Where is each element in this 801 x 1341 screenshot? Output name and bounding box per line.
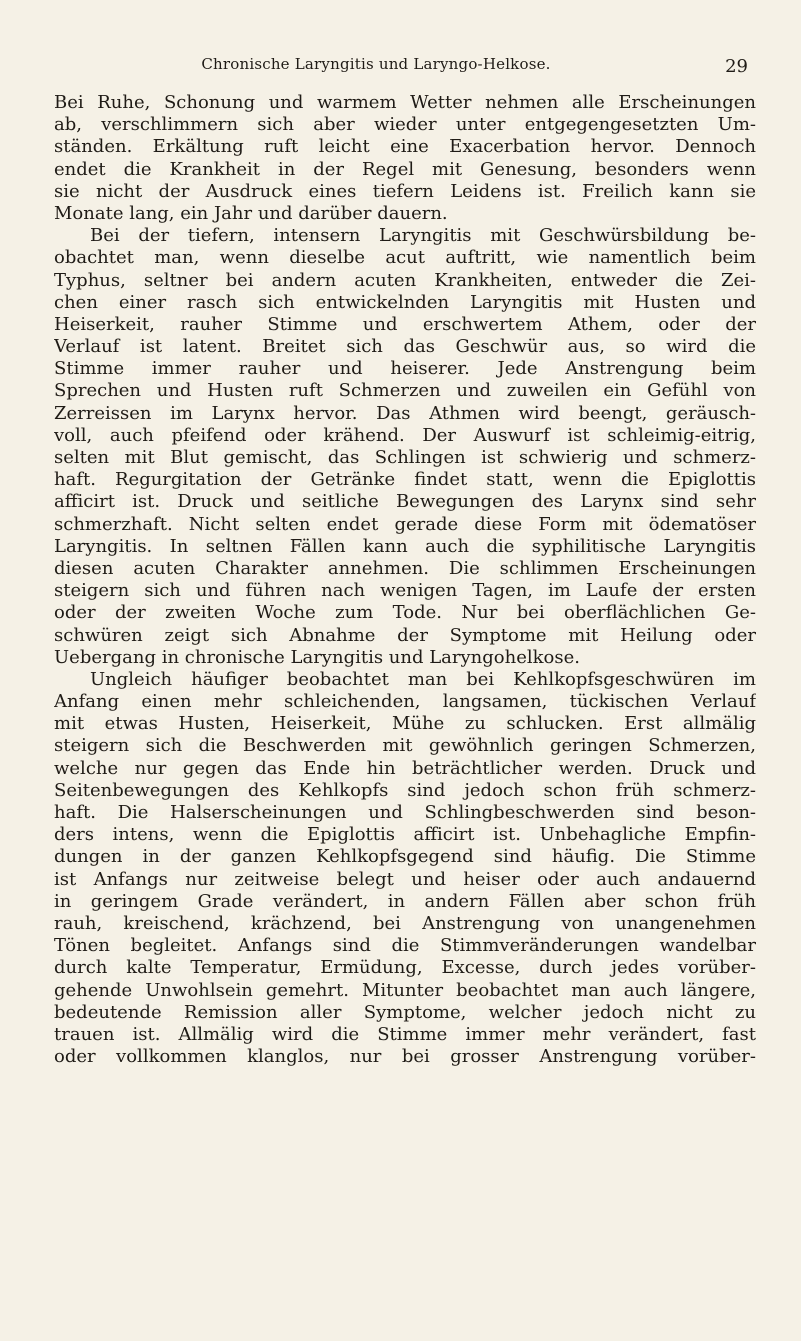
text-line: durch kalte Temperatur, Ermüdung, Excesse, durch jedes vorüber- xyxy=(54,957,756,979)
text-line: in geringem Grade verändert, in andern Fällen aber schon früh xyxy=(54,890,756,912)
text-line: steigern sich und führen nach wenigen Tagen, im Laufe der ersten xyxy=(54,580,756,602)
text-line: haft. Die Halserscheinungen und Schlingbeschwerden sind beson- xyxy=(54,802,756,823)
text-line: Verlauf ist latent. Breitet sich das Geschwür aus, so wird die xyxy=(54,336,756,358)
text-line: Zerreissen im Larynx hervor. Das Athmen wird beengt, geräusch- xyxy=(54,402,756,424)
text-line: Uebergang in chronische Laryngitis und Laryngohelkose. xyxy=(54,646,580,668)
text-line: dungen in der ganzen Kehlkopfsgegend sind häufig. Die Stimme xyxy=(54,846,756,868)
text-line: trauen ist. Allmälig wird die Stimme immer mehr verändert, fast xyxy=(54,1023,756,1045)
text-line: Sprechen und Husten ruft Schmerzen und zuweilen ein Gefühl von xyxy=(54,380,756,402)
text-line: Anfang einen mehr schleichenden, langsamen, tückischen Verlauf xyxy=(54,691,756,713)
text-line: Stimme immer rauher und heiserer. Jede Anstrengung beim xyxy=(54,358,756,380)
text-line: ständen. Erkältung ruft leicht eine Exacerbation hervor. Dennoch xyxy=(54,136,756,158)
text-line: schmerzhaft. Nicht selten endet gerade diese Form mit ödematöser xyxy=(54,513,756,535)
text-line: oder der zweiten Woche zum Tode. Nur bei oberflächlichen Ge- xyxy=(54,602,756,624)
text-line: ders intens, wenn die Epiglottis afficirt ist. Unbehagliche Empfin- xyxy=(54,824,756,846)
text-line: Monate lang, ein Jahr und darüber dauern. xyxy=(54,202,448,224)
text-line: gehende Unwohlsein gemehrt. Mitunter beobachtet man auch längere, xyxy=(54,979,756,1001)
text-line: Heiserkeit, rauher Stimme und erschwertem Athem, oder der xyxy=(54,313,756,335)
text-line: endet die Krankheit in der Regel mit Genesung, besonders wenn xyxy=(54,158,756,180)
text-line: mit etwas Husten, Heiserkeit, Mühe zu schlucken. Erst allmälig xyxy=(54,713,756,735)
page-header xyxy=(0,55,801,79)
text-line: Laryngitis. In seltnen Fällen kann auch die syphilitische Laryngitis xyxy=(54,535,756,557)
running-title: Chronische Laryngitis und Laryngo-Helkose. xyxy=(201,55,551,73)
text-line: obachtet man, wenn dieselbe acut auftritt, wie namentlich beim xyxy=(54,247,756,269)
text-line: Bei Ruhe, Schonung und warmem Wetter nehmen alle Erscheinungen xyxy=(54,92,756,113)
text-line: sie nicht der Ausdruck eines tiefern Leidens ist. Freilich kann sie xyxy=(54,180,756,202)
text-line: selten mit Blut gemischt, das Schlingen ist schwierig und schmerz- xyxy=(54,447,756,468)
text-line: steigern sich die Beschwerden mit gewöhnlich geringen Schmerzen, xyxy=(54,735,756,757)
text-line: rauh, kreischend, krächzend, bei Anstrengung von unangenehmen xyxy=(54,912,756,934)
text-line: voll, auch pfeifend oder krähend. Der Auswurf ist schleimig-eitrig, xyxy=(54,424,756,446)
text-line: Typhus, seltner bei andern acuten Krankheiten, entweder die Zei- xyxy=(54,269,756,291)
text-line: Seitenbewegungen des Kehlkopfs sind jedoch schon früh schmerz- xyxy=(54,779,756,801)
body-text xyxy=(54,92,756,1068)
text-line: haft. Regurgitation der Getränke findet statt, wenn die Epiglottis xyxy=(54,469,756,491)
text-line: afficirt ist. Druck und seitliche Bewegungen des Larynx sind sehr xyxy=(54,491,756,513)
text-line: bedeutende Remission aller Symptome, welcher jedoch nicht zu xyxy=(54,1001,756,1023)
text-line: diesen acuten Charakter annehmen. Die schlimmen Erscheinungen xyxy=(54,557,756,579)
page-number: 29 xyxy=(725,56,748,77)
text-line: ab, verschlimmern sich aber wieder unter entgegengesetzten Um- xyxy=(54,114,756,136)
text-line: ist Anfangs nur zeitweise belegt und heiser oder auch andauernd xyxy=(54,868,756,890)
text-line: Tönen begleitet. Anfangs sind die Stimmveränderungen wandelbar xyxy=(54,935,756,957)
text-line: schwüren zeigt sich Abnahme der Symptome mit Heilung oder xyxy=(54,624,756,646)
text-line: oder vollkommen klanglos, nur bei grosser Anstrengung vorüber- xyxy=(54,1046,756,1068)
text-line: chen einer rasch sich entwickelnden Laryngitis mit Husten und xyxy=(54,291,756,313)
text-line: Bei der tiefern, intensern Laryngitis mit Geschwürsbildung be- xyxy=(90,225,756,247)
text-line: Ungleich häufiger beobachtet man bei Kehlkopfsgeschwüren im xyxy=(90,668,756,690)
text-line: welche nur gegen das Ende hin beträchtlicher werden. Druck und xyxy=(54,757,756,779)
